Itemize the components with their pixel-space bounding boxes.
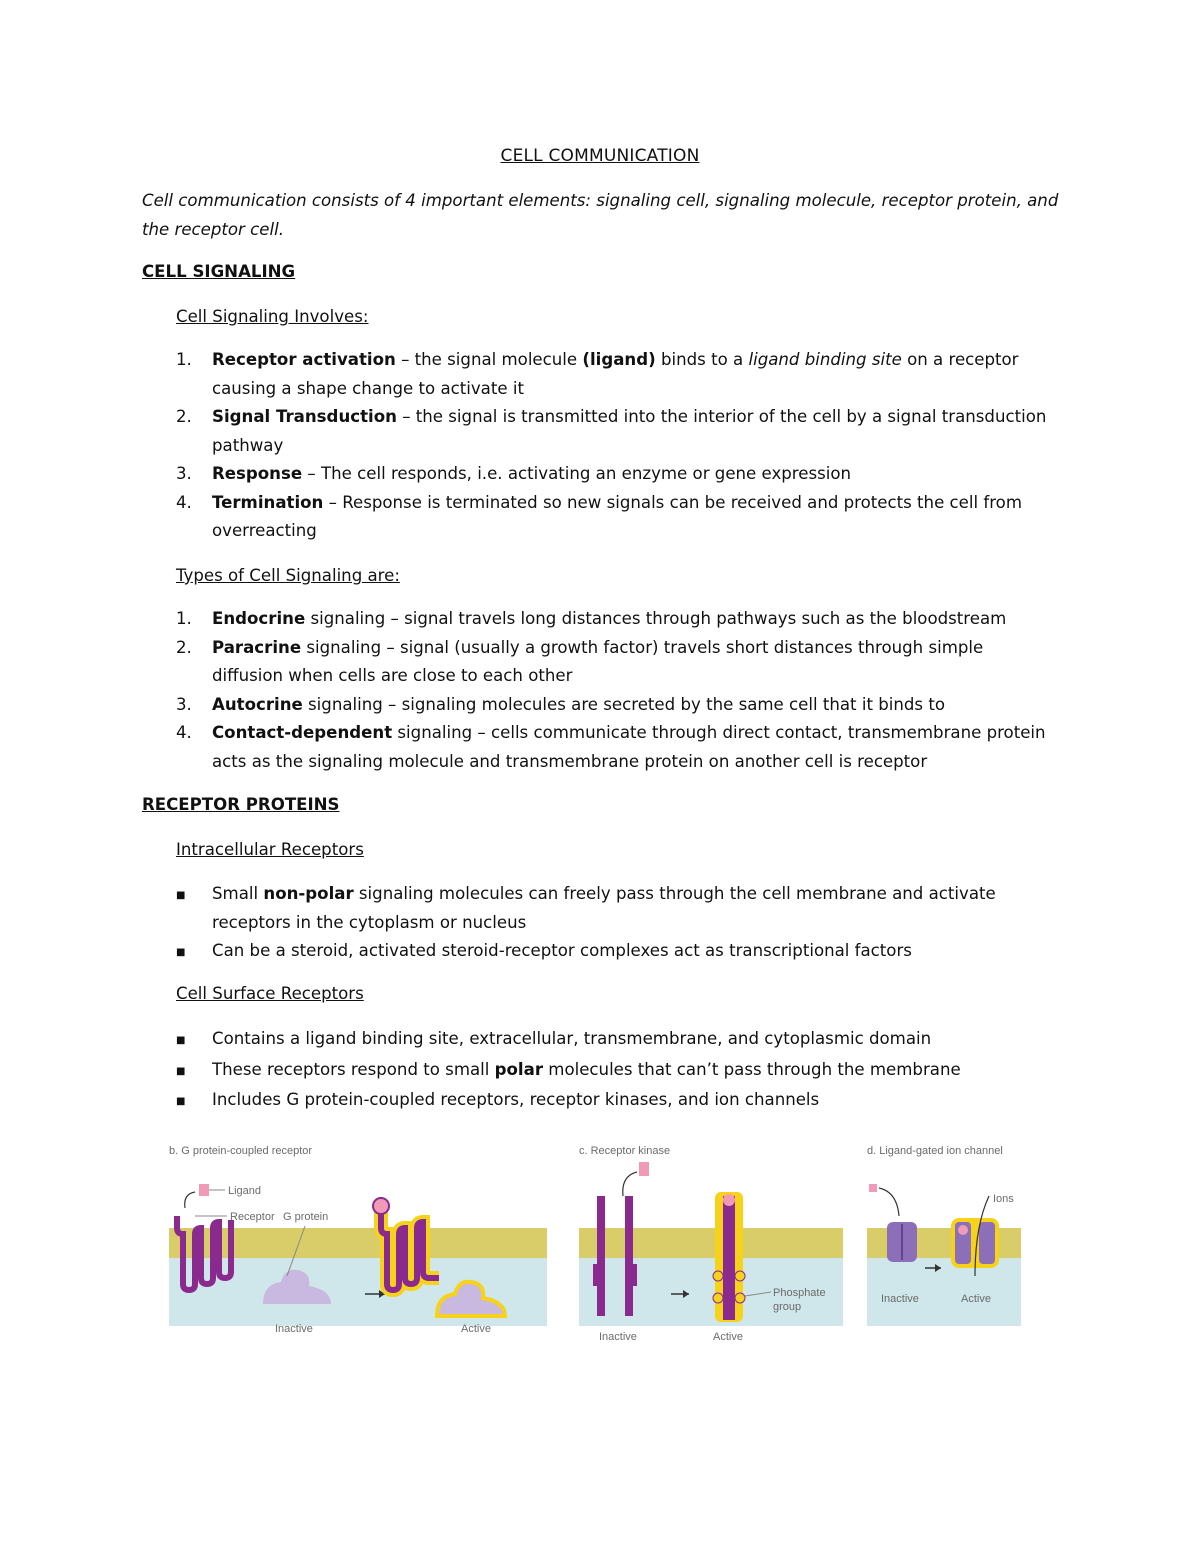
subheading-involves: Cell Signaling Involves: xyxy=(176,307,369,326)
label-inactive: Inactive xyxy=(599,1331,637,1343)
label-active: Active xyxy=(713,1331,743,1343)
page-title: CELL COMMUNICATION xyxy=(500,146,700,166)
figure-receptor-kinase xyxy=(575,1136,847,1350)
bullet-icon: ■ xyxy=(176,890,186,901)
label-group: group xyxy=(773,1301,802,1313)
bound-ligand-icon xyxy=(723,1194,735,1206)
list-item: 1. Receptor activation – the signal molecule (ligand) binds to a ligand binding site on a receptor causing a shape change to activate it xyxy=(176,346,1056,403)
list-item: ■ Can be a steroid, activated steroid-receptor complexes act as transcriptional factors xyxy=(176,937,1056,968)
list-item: 4. Termination – Response is terminated so new signals can be received and protects the cell from overreacting xyxy=(176,489,1056,546)
list-number: 3. xyxy=(176,464,192,483)
label-ligand: Ligand xyxy=(228,1185,262,1197)
label-active: Active xyxy=(961,1293,991,1305)
label-receptor: Receptor xyxy=(230,1211,275,1223)
arrow-icon xyxy=(879,1188,899,1216)
intracellular-list xyxy=(176,880,1056,968)
membrane xyxy=(579,1228,843,1258)
term: Response xyxy=(212,464,303,483)
term: Autocrine xyxy=(212,694,303,714)
list-item: 1. Endocrine signaling – signal travels long distances through pathways such as the bloodstream xyxy=(176,605,1056,634)
list-item: 2. Signal Transduction – the signal is transmitted into the interior of the cell by a signal transduction pathway xyxy=(176,403,1056,460)
arrow-icon xyxy=(185,1192,195,1208)
term: Contact-dependent xyxy=(212,723,393,742)
list-item: 3. Response – The cell responds, i.e. activating an enzyme or gene expression xyxy=(176,460,1056,489)
term: Paracrine xyxy=(212,637,302,657)
arrow-icon xyxy=(623,1172,637,1196)
intro-paragraph: Cell communication consists of 4 important elements: signaling cell, signaling molecule, receptor protein, and the receptor cell. xyxy=(142,191,1059,239)
subheading-types: Types of Cell Signaling are: xyxy=(176,566,400,585)
list-item: ■ These receptors respond to small polar molecules that can’t pass through the membrane xyxy=(176,1056,1056,1087)
phosphate-icon xyxy=(735,1293,745,1303)
term: Termination xyxy=(212,492,324,512)
section-heading-cell-signaling: CELL SIGNALING xyxy=(142,262,296,281)
label-inactive: Inactive xyxy=(881,1293,919,1305)
involves-list xyxy=(176,346,1056,546)
figure-title: b. G protein-coupled receptor xyxy=(169,1145,313,1157)
label-g-protein: G protein xyxy=(283,1211,329,1223)
bullet-icon: ■ xyxy=(176,1096,186,1107)
label-phosphate: Phosphate xyxy=(773,1287,826,1299)
list-number: 4. xyxy=(176,723,192,742)
label-ions: Ions xyxy=(993,1193,1014,1205)
subheading-intracellular: Intracellular Receptors xyxy=(176,840,364,859)
bound-ligand-icon xyxy=(373,1198,389,1214)
figure-title: d. Ligand-gated ion channel xyxy=(867,1145,1003,1157)
list-item: ■ Contains a ligand binding site, extracellular, transmembrane, and cytoplasmic domain xyxy=(176,1025,1056,1056)
list-number: 4. xyxy=(176,492,192,512)
label-active: Active xyxy=(461,1323,491,1335)
cytoplasm xyxy=(867,1258,1021,1326)
ligand-icon xyxy=(639,1162,649,1176)
ligand-icon xyxy=(869,1184,877,1192)
list-number: 2. xyxy=(176,637,192,657)
types-list xyxy=(176,605,1056,776)
subheading-surface: Cell Surface Receptors xyxy=(176,984,364,1003)
bullet-icon: ■ xyxy=(176,1035,186,1046)
figure-ion-channel xyxy=(863,1136,1025,1350)
list-number: 1. xyxy=(176,609,192,628)
kinase-active xyxy=(723,1196,735,1320)
list-item: ■ Small non-polar signaling molecules can freely pass through the cell membrane and activate receptors in the cytoplasm or nucleus xyxy=(176,880,1056,937)
term: Signal Transduction xyxy=(212,407,397,426)
section-heading-receptor-proteins: RECEPTOR PROTEINS xyxy=(142,795,340,814)
list-number: 2. xyxy=(176,407,192,426)
list-item: 3. Autocrine signaling – signaling molecules are secreted by the same cell that it binds to xyxy=(176,691,1056,720)
phosphate-icon xyxy=(713,1271,723,1281)
bound-ligand-icon xyxy=(958,1225,968,1235)
label-inactive: Inactive xyxy=(275,1323,313,1335)
list-item: 2. Paracrine signaling – signal (usually a growth factor) travels short distances through simple diffusion when cells are close to each other xyxy=(176,634,1056,691)
bullet-icon: ■ xyxy=(176,1065,186,1077)
phosphate-icon xyxy=(735,1271,745,1281)
bullet-icon: ■ xyxy=(176,947,186,958)
phosphate-icon xyxy=(713,1293,723,1303)
figure-gpcr xyxy=(165,1136,550,1350)
list-number: 3. xyxy=(176,694,192,714)
list-item: ■ Includes G protein-coupled receptors, receptor kinases, and ion channels xyxy=(176,1086,1056,1117)
list-item: 4. Contact-dependent signaling – cells communicate through direct contact, transmembrane protein acts as the signaling molecule and transmembrane protein on another cell is receptor xyxy=(176,719,1056,776)
term: Endocrine xyxy=(212,609,306,628)
ligand-icon xyxy=(199,1184,209,1196)
term: Receptor activation xyxy=(212,350,396,369)
membrane xyxy=(169,1228,547,1258)
surface-list xyxy=(176,1025,1056,1117)
figure-title: c. Receptor kinase xyxy=(579,1145,671,1157)
list-number: 1. xyxy=(176,350,192,369)
